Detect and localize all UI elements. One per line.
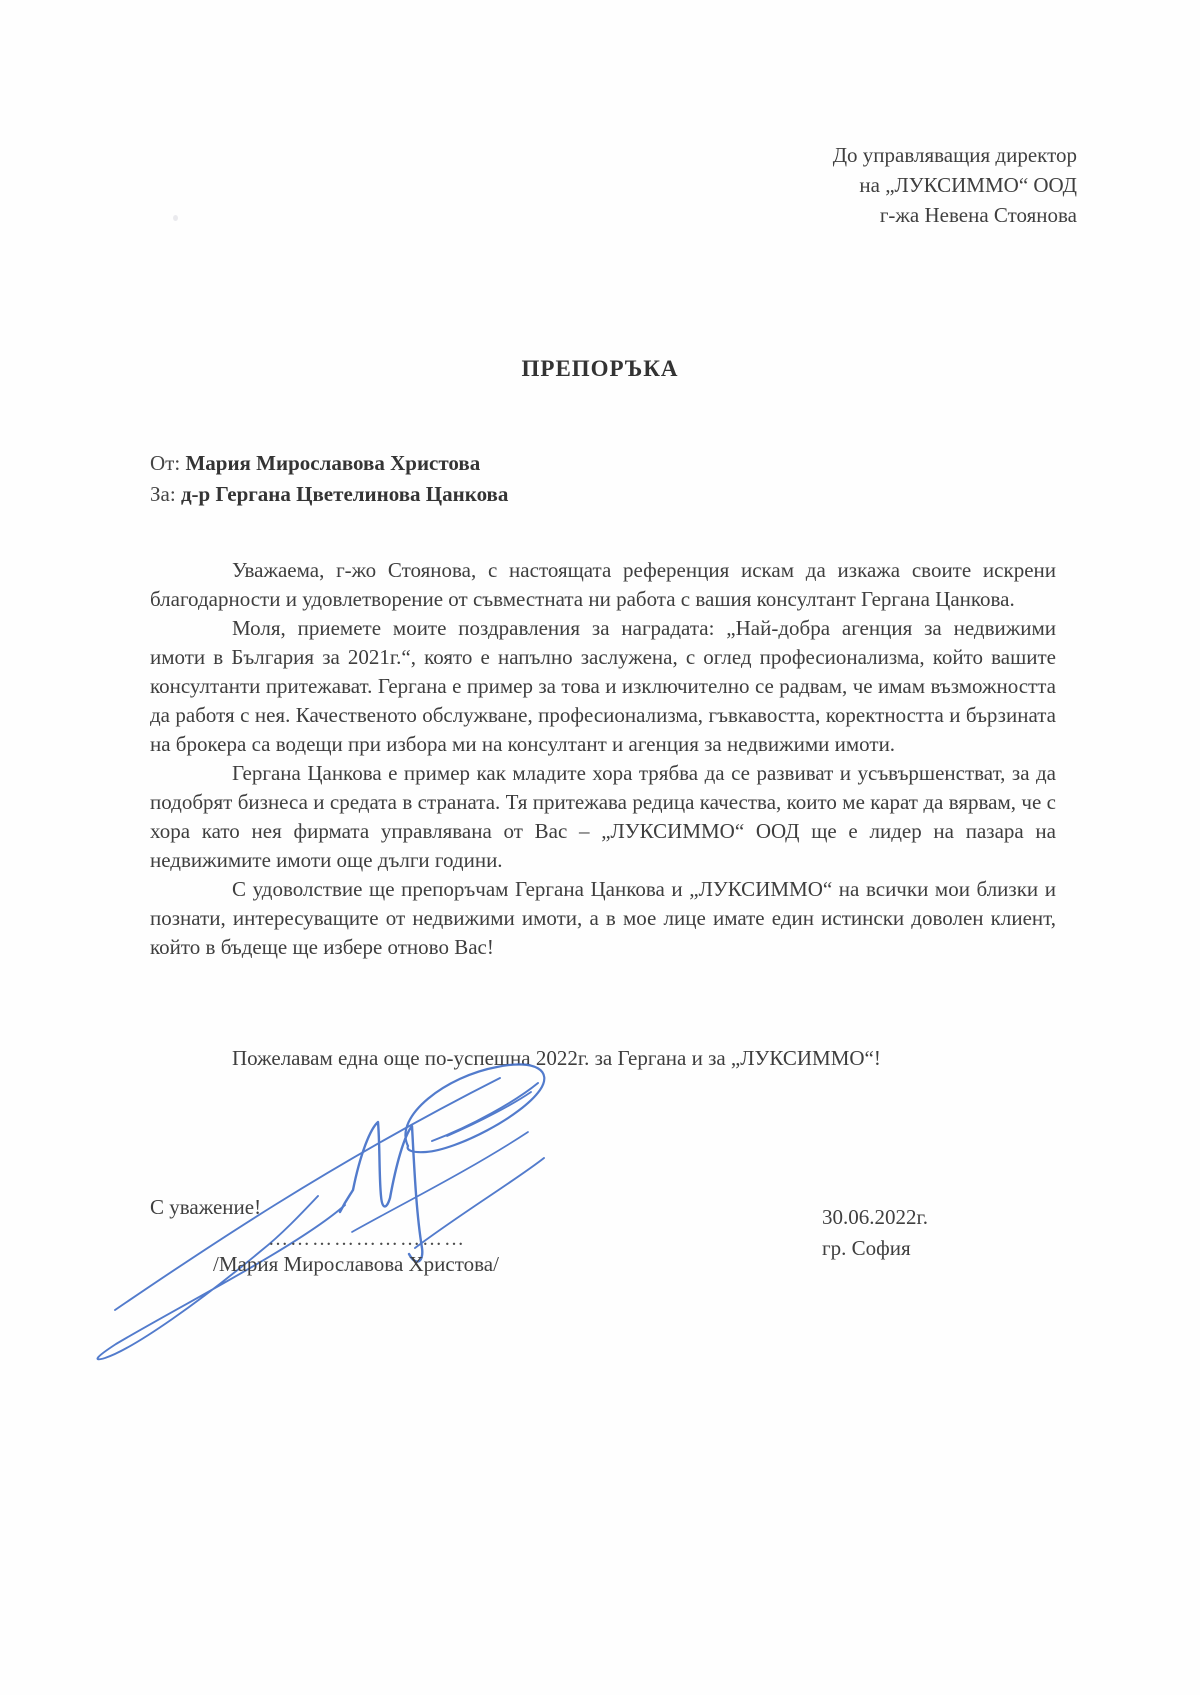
from-line — [150, 448, 508, 479]
letter-body — [150, 556, 1056, 962]
recipient-line: на „ЛУКСИММО“ ООД — [859, 173, 1077, 197]
scan-artifact-speck — [173, 215, 178, 221]
to-name: д-р Гергана Цветелинова Цанкова — [180, 482, 509, 506]
signature-dotted-line: ……………………… — [268, 1228, 466, 1250]
salutation: С уважение! — [150, 1195, 262, 1219]
date-place-block — [822, 1202, 928, 1264]
from-name: Мария Мирославова Христова — [185, 451, 481, 475]
recipient-line: г-жа Невена Стоянова — [879, 203, 1077, 227]
closing-wish-line: Пожелавам една още по-успешна 2022г. за Гергана и за „ЛУКСИММО“! — [232, 1046, 881, 1070]
to-line — [150, 479, 508, 510]
letter-date: 30.06.2022г. — [822, 1205, 928, 1229]
paragraph: Моля, приемете моите поздравления за наградата: „Най-добра агенция за недвижими имоти в България за 2021г.“, която е напълно заслужена, с оглед професионализма, който вашите консултанти притежават. Гергана е пример за това и изключително се радвам, че имам възможността да работя с нея. Качественото обслужване, професионализма, гъвкавостта, коректността и бързината на брокера са водещи при избора ми на консултант и агенция за недвижими имоти. — [150, 616, 1056, 756]
recipient-line: До управляващия директор — [832, 143, 1077, 167]
document-title: ПРЕПОРЪКА — [521, 356, 679, 381]
from-label: От: — [150, 451, 181, 475]
paragraph: Гергана Цанкова е пример как младите хора трябва да се развиват и усъвършенстват, за да подобрят бизнеса и средата в страната. Тя притежава редица качества, които ме карат да вярвам, че с хора като нея фирмата управлявана от Вас – „ЛУКСИММО“ ООД ще е лидер на пазара на недвижимите имоти още дълги години. — [150, 761, 1056, 872]
to-label: За: — [150, 482, 176, 506]
recipient-block — [833, 140, 1077, 230]
letter-city: гр. София — [822, 1236, 911, 1260]
paragraph: Уважаема, г-жо Стоянова, с настоящата референция искам да изкажа своите искрени благодарности и удовлетворение от съвместната ни работа с вашия консултант Гергана Цанкова. — [150, 558, 1056, 611]
paragraph: С удоволствие ще препоръчам Гергана Цанкова и „ЛУКСИММО“ на всички мои близки и познати, интересуващите от недвижими имоти, а в мое лице имате един истински доволен клиент, който в бъдеще ще избере отново Вас! — [150, 877, 1056, 959]
signed-name: /Мария Мирославова Христова/ — [213, 1252, 499, 1276]
from-to-block — [150, 448, 508, 510]
